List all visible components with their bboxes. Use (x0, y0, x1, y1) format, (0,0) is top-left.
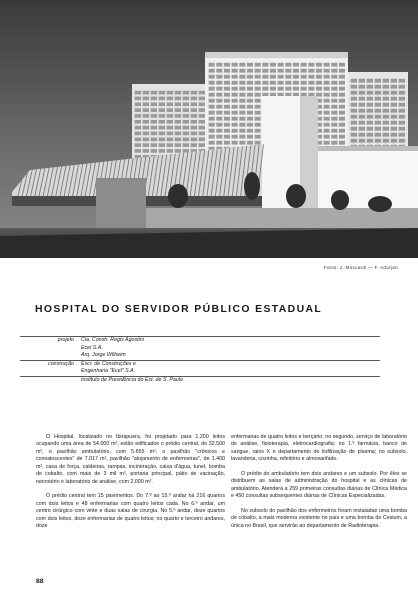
body-paragraph: enfermarias de quatro leitos e berçário; no segundo, serviço de laboratório de análise, fisioterapia, eletrocardiografia; no 1.º farmácia, banco de sangue, raios X e departamento de liofilização de plasma; no subsolo, lavanderia, cozinha, refeitório e almoxarifado. (231, 434, 407, 463)
article-title: HOSPITAL DO SERVIDOR PÚBLICO ESTADUAL (35, 304, 323, 315)
body-paragraph: O prédio central tem 15 pavimentos. Do 7.º ao 15.º andar há 216 quartos com dois leitos e 48 enfermarias com quatro leitos cada. No 6.º andar, um centro cirúrgico com vinte e duas salas de cirurgia. No 5.º andar, doze quartos com dois leitos, doze enfermarias de quatro leitos; no quarto e terceiro andares, doze (36, 493, 225, 529)
credits-label: projeto (20, 336, 78, 360)
body-paragraph: O Hospital, localizado no Ibirapuera, foi projetado para 1.200 leitos ocupando uma área de 54.000 m², estão edificados o prédio central, de 32.500 m², o pavilhão ambulatório, com 5.655 m², o pavilhão "crônicos e convalescentes" de 7.017 m², pavilhão "alojamento de enfermeiras", de 1.400 m², casa de força, caldeiras, rampas, incineração, caixa d'água, tunel, bomba de cobalto, com mais de 3 mil m², portaria principal, pátio de vacinação, necrotério e laboratório de análise, com 2.000 m². (36, 434, 225, 485)
article-column-right (231, 434, 407, 530)
credits-row-projeto (20, 336, 380, 360)
credits-line: Cia. Constr. Regis Agostini (81, 337, 144, 343)
credits-line: Instituto de Previdência do Est. de S. Paulo (81, 376, 183, 383)
body-paragraph: O prédio do ambulatório tem dois andares e um subsolo. Por êles se distribuem as salas de administração do hospital e as clínicas de ambulatório. Atenderá a 259 primeiras consultas diárias de Clínica Médica e 450 consultas subsequentes diárias de Clínicas Especializadas. (231, 470, 407, 500)
credits-label: construção (20, 360, 78, 376)
body-paragraph: No subsolo do pavilhão dos enfermeiros foram instaladas uma bomba de cobalto, a mais moderna existente no país e uma bomba de Cesium, a única no Brasil, que servirão ao departamento de Radioterapia. (231, 507, 407, 529)
credits-row-construcao (20, 360, 380, 376)
photo-credit: Fotos: J. Moscardi — F. Adorjan (323, 265, 398, 270)
article-column-left (36, 434, 225, 530)
credits-line: Arq. Jorge Wilheim (81, 352, 126, 359)
hospital-building-photo (0, 0, 418, 258)
credits-row-owner (20, 376, 380, 385)
page-number: 88 (36, 578, 44, 585)
credits-line: Escr. de Construções e (81, 360, 136, 367)
credits-line: Ecel S.A. (81, 344, 103, 351)
credits-line: Engenharia "Ecel" S.A. (81, 368, 136, 375)
project-credits (20, 336, 380, 385)
credits-label (20, 376, 78, 385)
